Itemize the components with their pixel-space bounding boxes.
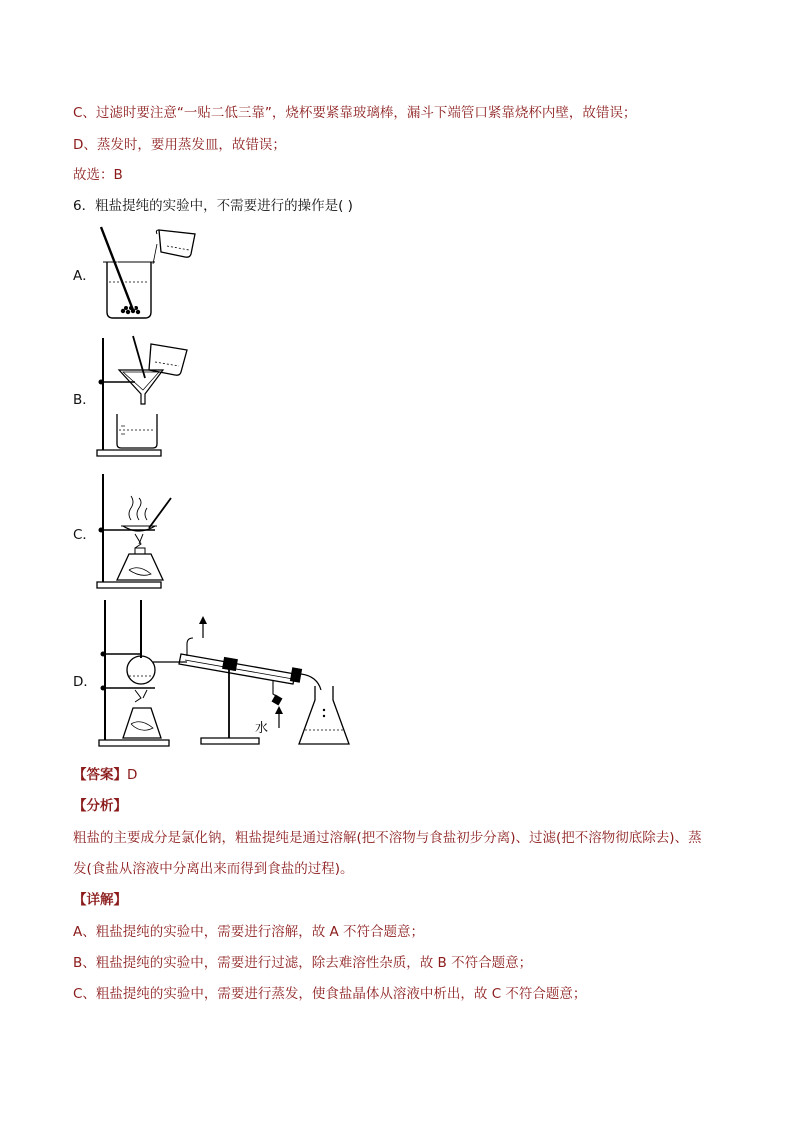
option-d-label: D． (73, 674, 97, 690)
prev-solution-choice: 故选：B (73, 167, 123, 183)
prev-solution-d: D、蒸发时，要用蒸发皿，故错误； (73, 137, 286, 153)
option-c-evaporation-figure (95, 470, 185, 590)
analysis-line-2: 发(食盐从溶液中分离出来而得到食盐的过程)。 (73, 861, 354, 877)
water-label: 水 (255, 721, 269, 736)
detail-b: B、粗盐提纯的实验中，需要进行过滤，除去难溶性杂质，故 B 不符合题意； (73, 955, 533, 971)
option-b-label: B． (73, 392, 96, 408)
option-a-dissolving-figure (95, 224, 210, 324)
option-d-distillation-figure (95, 598, 355, 750)
option-b-filtration-figure (95, 334, 195, 459)
detail-c: C、粗盐提纯的实验中，需要进行蒸发，使食盐晶体从溶液中析出，故 C 不符合题意； (73, 986, 587, 1002)
answer-line (73, 766, 137, 784)
option-a-label: A． (73, 268, 96, 284)
option-c-label: C． (73, 527, 96, 543)
analysis-tag: 【分析】 (73, 798, 127, 814)
analysis-line-1: 粗盐的主要成分是氯化钠，粗盐提纯是通过溶解(把不溶物与食盐初步分离)、过滤(把不溶物彻底除去)、蒸 (73, 830, 702, 846)
answer-tag: 【答案】 (73, 767, 127, 783)
prev-solution-c: C、过滤时要注意“一贴二低三靠”，烧杯要紧靠玻璃棒，漏斗下端管口紧靠烧杯内壁，故错误； (73, 105, 637, 121)
answer-value: D (127, 767, 138, 783)
detail-a: A、粗盐提纯的实验中，需要进行溶解，故 A 不符合题意； (73, 924, 425, 940)
question-stem: 6．粗盐提纯的实验中，不需要进行的操作是( ) (73, 198, 353, 214)
detail-tag: 【详解】 (73, 892, 127, 908)
